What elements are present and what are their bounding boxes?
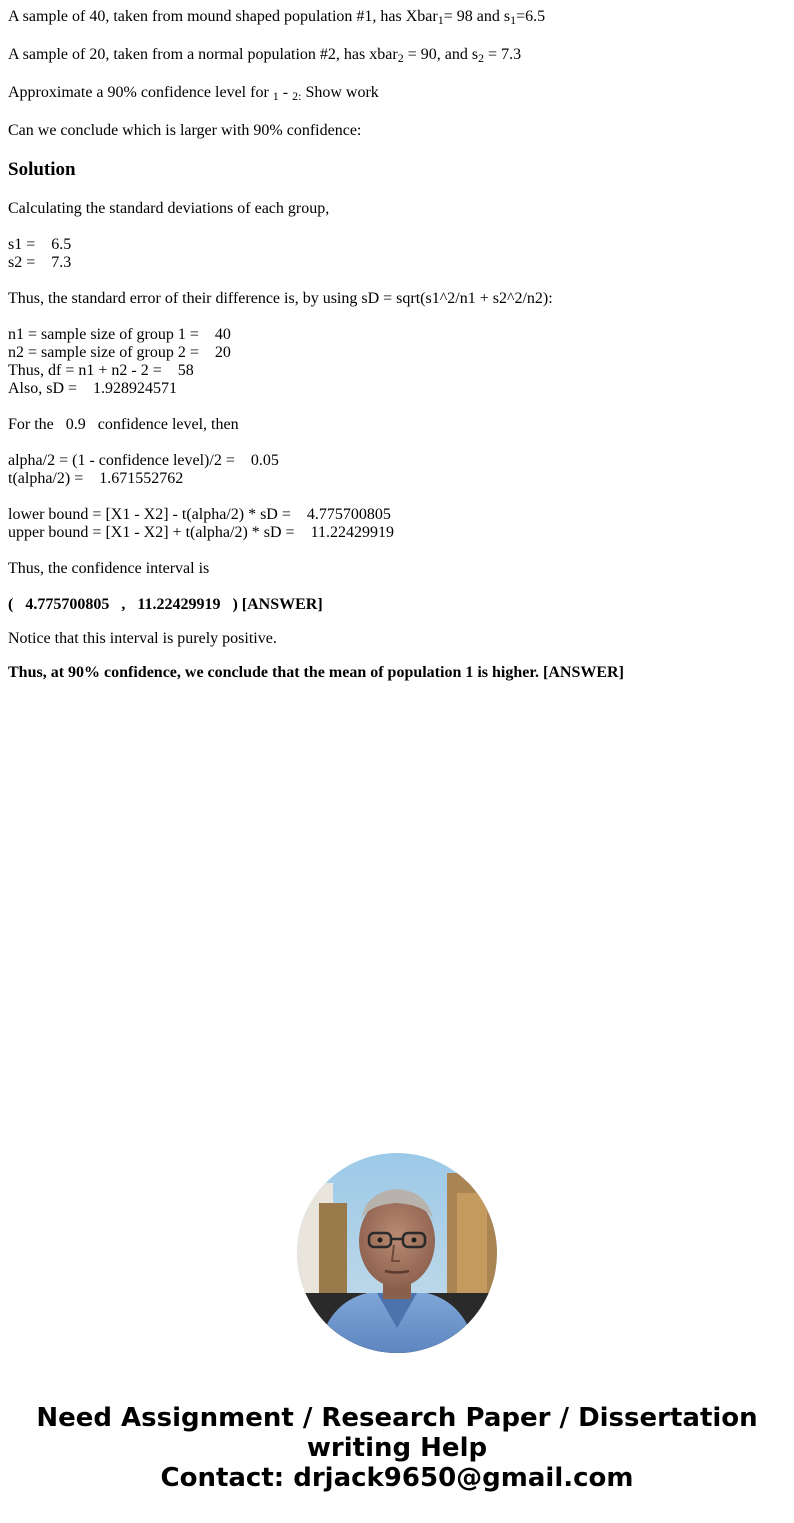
ci-intro: Thus, the confidence interval is <box>8 560 210 577</box>
alpha-line: t(alpha/2) = 1.671552762 <box>8 470 184 487</box>
se-intro: Thus, the standard error of their difference is, by using sD = sqrt(s1^2/n1 + s2^2/n2): <box>8 290 553 307</box>
bound-line: lower bound = [X1 - X2] - t(alpha/2) * sD = 4.775700805 <box>8 506 391 523</box>
confidence-line: For the 0.9 confidence level, then <box>8 416 239 433</box>
alpha-line: alpha/2 = (1 - confidence level)/2 = 0.05 <box>8 452 279 469</box>
n-lines <box>8 326 231 398</box>
bound-lines <box>8 506 394 542</box>
notice-line: Notice that this interval is purely positive. <box>8 630 277 647</box>
question-line-2: A sample of 20, taken from a normal population #2, has xbar$_2$ = 90, and $s_2 = 7.3$ <box>8 46 522 65</box>
n-line: n2 = sample size of group 2 = 20 <box>8 344 231 361</box>
n-line: Also, sD = 1.928924571 <box>8 380 178 397</box>
footer-promo <box>0 1403 794 1493</box>
author-avatar <box>297 1153 497 1353</box>
question-line-4: Can we conclude which is larger with 90% confidence: <box>8 122 362 139</box>
bound-line: upper bound = [X1 - X2] + t(alpha/2) * sD = 11.22429919 <box>8 524 394 541</box>
question-line-3: Approximate a 90% confidence level for $_1$ - $_{2:}$ Show work <box>8 84 379 103</box>
n-line: n1 = sample size of group 1 = 40 <box>8 326 231 343</box>
sd-lines <box>8 236 71 272</box>
sd-line: s1 = 6.5 <box>8 236 72 253</box>
sd-line: s2 = 7.3 <box>8 254 72 271</box>
n-line: Thus, df = n1 + n2 - 2 = 58 <box>8 362 194 379</box>
solution-intro: Calculating the standard deviations of each group, <box>8 200 330 217</box>
conclusion-line: Thus, at 90% confidence, we conclude that the mean of population 1 is higher. [ANSWER] <box>8 664 624 681</box>
alpha-lines <box>8 452 279 488</box>
question-line-1: A sample of 40, taken from mound shaped population #1, has Xbar$_1$= 98 and $s_1=6.5$ <box>8 8 546 27</box>
ci-answer: ( 4.775700805 , 11.22429919 ) [ANSWER] <box>8 596 323 613</box>
avatar-portrait-image <box>297 1153 497 1353</box>
footer-contact: Contact: drjack9650@gmail.com <box>160 1463 634 1493</box>
solution-heading: Solution <box>8 159 76 180</box>
footer-line-2: writing Help <box>306 1433 488 1463</box>
footer-line-1: Need Assignment / Research Paper / Dissertation <box>36 1403 758 1433</box>
